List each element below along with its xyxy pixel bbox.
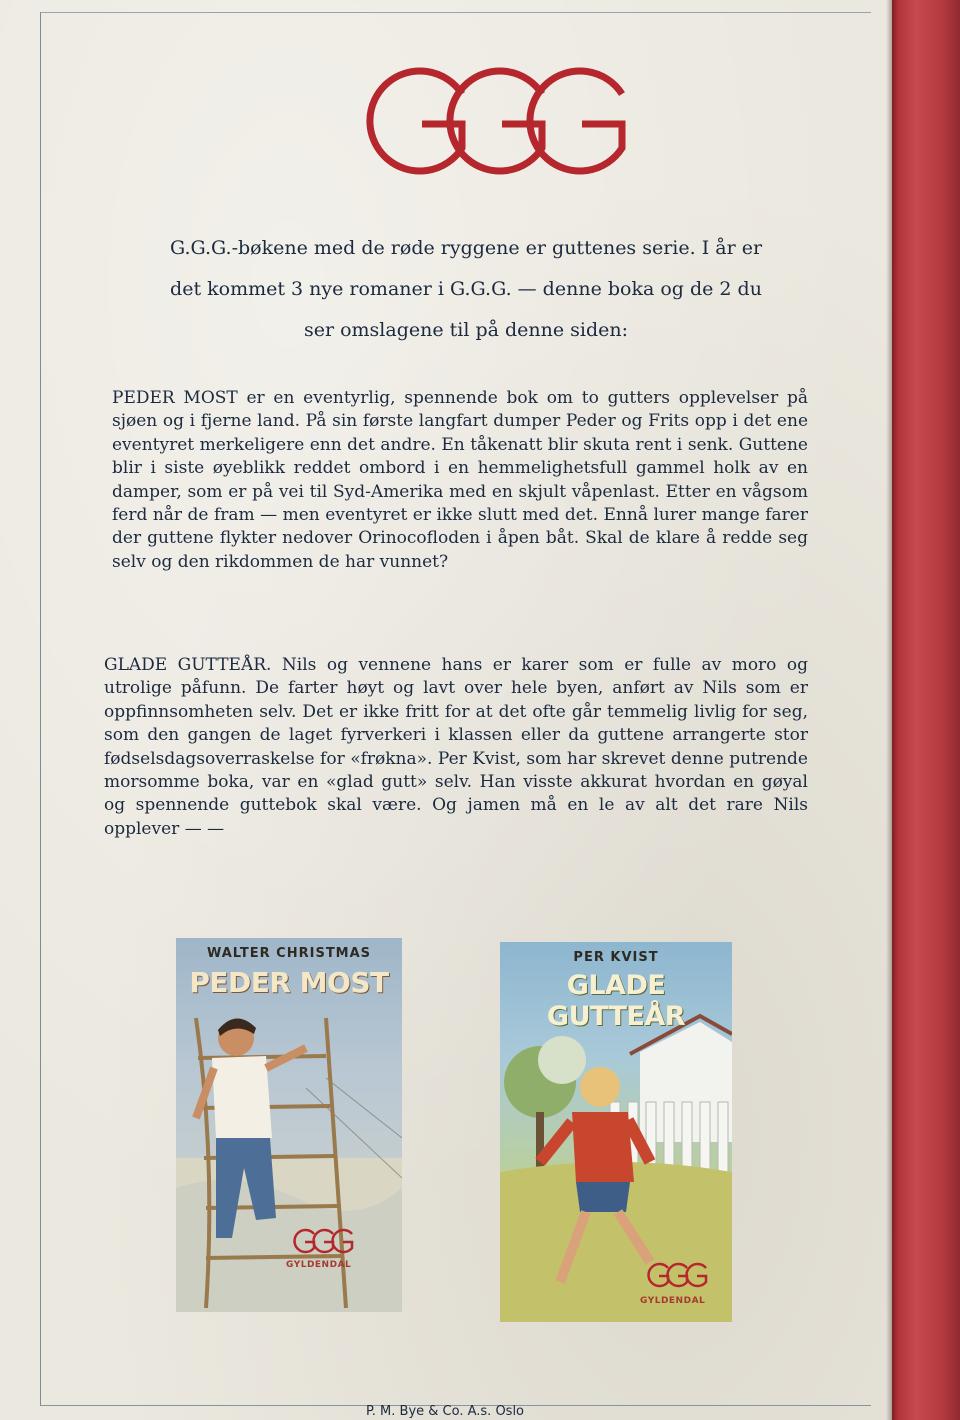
printer-imprint: P. M. Bye & Co. A.s. Oslo [365, 1404, 525, 1419]
intro-line: ser omslagene til på denne siden: [303, 319, 629, 341]
ggg-logo [350, 62, 640, 180]
intro-line: G.G.G.-bøkene med de røde ryggene er guttenes serie. I år er [169, 237, 763, 259]
spine-shadow [886, 0, 892, 1420]
cover-author: PER KVIST [573, 950, 659, 965]
red-spine [892, 0, 960, 1420]
description-glade-gutteaar: GLADE GUTTEÅR. Nils og vennene hans er karer som er fulle av moro og utrolige påfunn. De farter høyt og lavt over hele byen, anført av Nils som er oppfinnsomheten selv. Det er ikke fritt for at det ofte går temmelig livlig for seg, som den gangen de laget fyrverkeri i klassen eller da guttene arrangerte stor fødselsdagsoverraskelse for «frøkna». Per Kvist, som har skrevet denne putrende morsomme boka, var en «glad gutt» selv. Han visste akkurat hvordan en gøyal og spennende guttebok skal være. Og jamen må en le av alt det rare Nils opplever — — [104, 655, 808, 839]
cover-glade-gutteaar [500, 942, 732, 1322]
intro-line: det kommet 3 nye romaner i G.G.G. — denne boka og de 2 du [170, 278, 762, 300]
cover-publisher: GYLDENDAL [640, 1296, 706, 1306]
cover-peder-most [176, 938, 402, 1312]
cover-author: WALTER CHRISTMAS [206, 946, 372, 961]
cover-title: PEDER MOST [189, 966, 389, 999]
description-peder-most: PEDER MOST er en eventyrlig, spennende bok om to gutters opplevelser på sjøen og i fjerne land. På sin første langfart dumper Peder og Frits opp i det ene eventyret merkeligere enn det andre. En tåkenatt blir skuta rent i senk. Guttene blir i siste øyeblikk reddet ombord i en hemmelighetsfull gammel holk av en damper, som er på vei til Syd-Amerika med en skjult våpenlast. Etter en vågsom ferd når de fram — men eventyret er ikke slutt med det. Ennå lurer mange farer der guttene flykter nedover Orinocofloden i åpen båt. Skal de klare å redde seg selv og den rikdommen de har vunnet? [112, 388, 808, 572]
cover-title: GLADE GUTTEÅR [546, 970, 686, 1032]
cover-publisher: GYLDENDAL [286, 1260, 352, 1270]
intro-paragraph [112, 228, 820, 351]
cover-ggg-logo [642, 1260, 712, 1290]
cover-ggg-logo [288, 1226, 358, 1256]
